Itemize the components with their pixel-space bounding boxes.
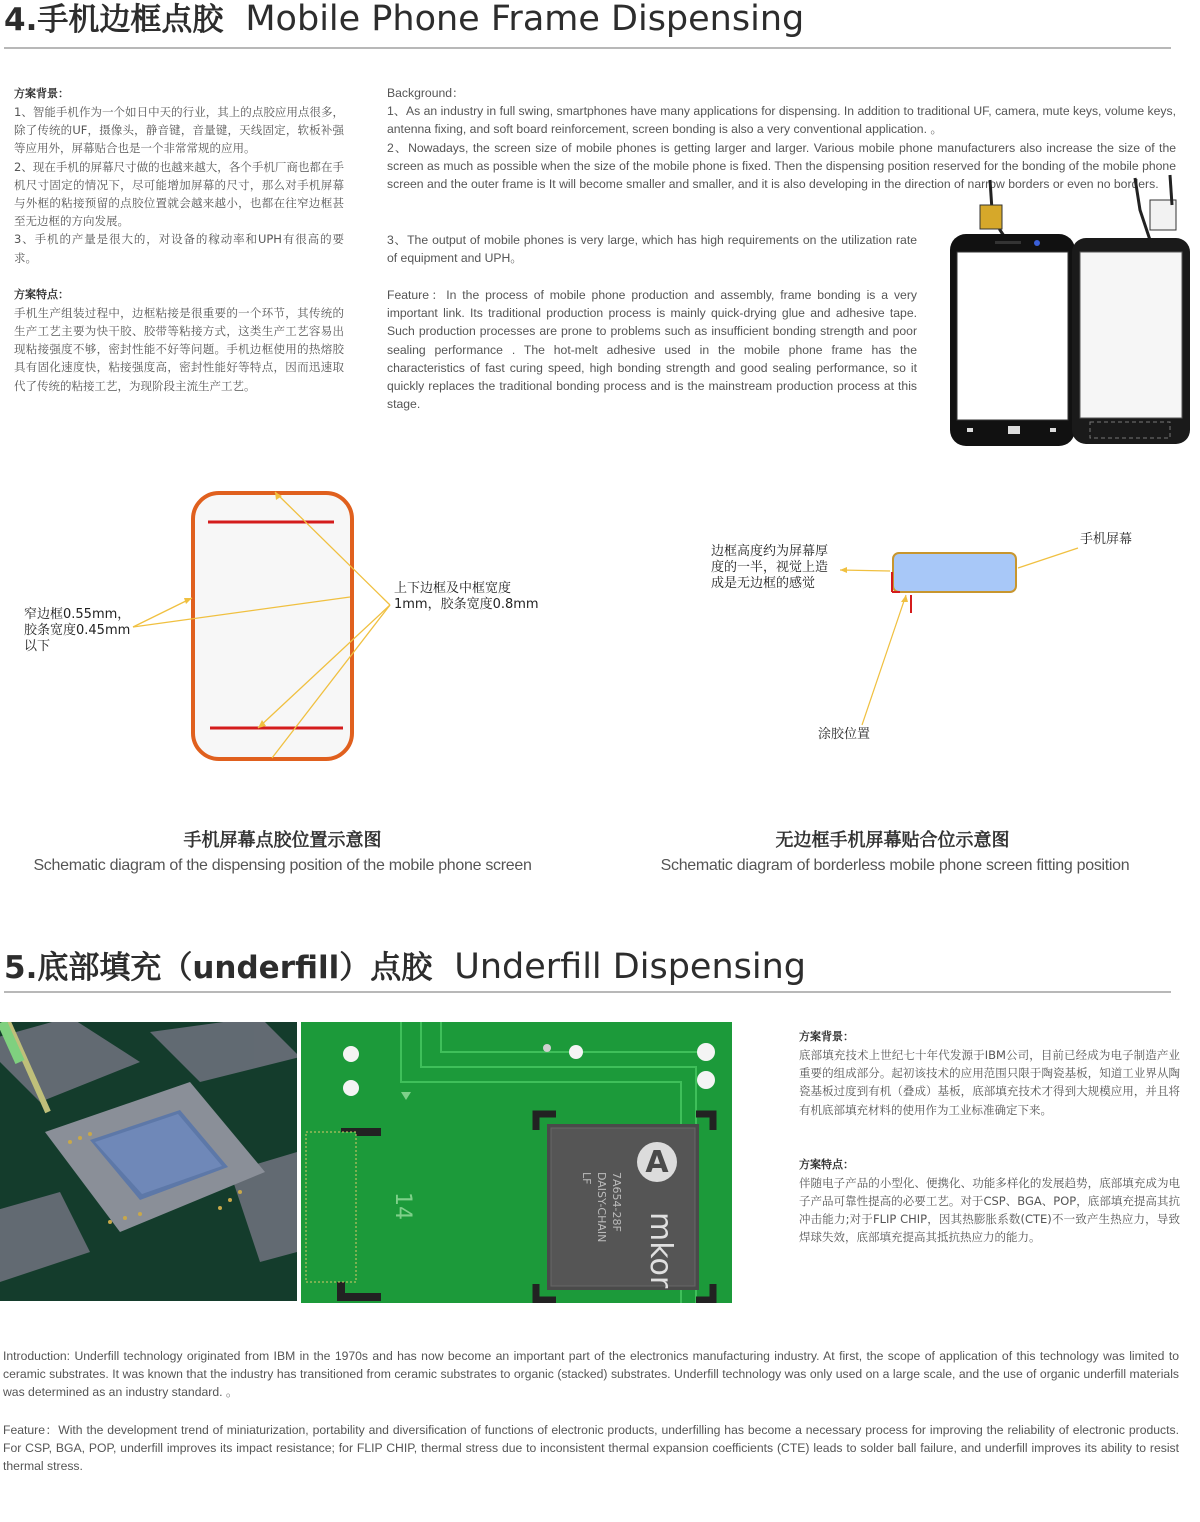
amkor-pcb-photo <box>301 1022 732 1303</box>
chip-text-line3: LF <box>580 1172 593 1185</box>
s5-background-heading: 方案背景： <box>799 1030 854 1043</box>
chip-text-line1: 7A654-28F <box>610 1172 623 1232</box>
diagram1-label-left-3: 以下 <box>24 639 51 654</box>
zh-background-text <box>14 103 344 267</box>
s5-en-introduction: Introduction: Underfill technology originated from IBM in the 1970s and has now become an important part of the electronics manufacturing industry. At first, the scope of application of this technology was limited to ceramic substrates. It was known that the industry has transitioned from ceramic substrates to organic (stacked) substrates. Underfill technology was only used on a large scale, and the use of organic underfill materials was determined as an industry standard. 。 <box>3 1349 1179 1400</box>
section-4-en-background-3: 3、The output of mobile phones is very large, which has high requirements on the utilization rate of equipment and UPH。 <box>387 233 917 266</box>
section-4-en-background-block <box>387 139 1176 194</box>
section-4-en-background-2: 2、Nowadays, the screen size of mobile phones is getting larger and larger. Various mobile phone manufacturers also increase the size of the screen as much as possible when the size of the mobile phone is fixed. Then the dispensing position reserved for the bonding of the mobile phone screen and the outer frame is It will become smaller and smaller, and it is also developing in the direction of narrow borders or even no borders. <box>387 141 1176 192</box>
section-5-title-zh: 5.底部填充（underfill）点胶 <box>4 950 433 986</box>
section-5-divider <box>4 991 1171 993</box>
diagram1-title-en: Schematic diagram of the dispensing position of the mobile phone screen <box>33 857 532 874</box>
diagram1-label-right-2: 1mm，胶条宽度0.8mm <box>394 597 539 612</box>
s5-feature-heading: 方案特点： <box>799 1157 854 1171</box>
diagram2-label-frame-1: 边框高度约为屏幕厚 <box>711 544 829 559</box>
zh-background-item-1: 1、智能手机作为一个如日中天的行业，其上的点胶应用点很多，除了传统的UF，摄像头，静音键，音量键，天线固定，软板补强等应用外，屏幕贴合也是一个非常常规的应用。 <box>14 105 344 156</box>
section-5-title-en: Underfill Dispensing <box>454 947 806 987</box>
board-silkscreen-number: 14 <box>390 1192 415 1220</box>
bga-solder-pad-array <box>306 1132 356 1282</box>
section-4-divider <box>4 47 1171 49</box>
diagram2-label-glue: 涂胶位置 <box>818 727 871 742</box>
chip-brand-text: mkor <box>643 1212 678 1289</box>
diagram1-label-left-2: 胶条宽度0.45mm <box>24 623 131 638</box>
phone-touch-panels-image <box>940 170 1195 455</box>
diagram2-label-frame-height <box>711 544 828 592</box>
screen-block <box>893 553 1016 592</box>
zh-feature-text: 手机生产组装过程中，边框粘接是很重要的一个环节，其传统的生产工艺主要为快干胶、胶带等粘接方式，这类生产工艺容易出现粘接强度不够，密封性能不好等问题。手机边框使用的热熔胶具有固化速度快，粘接强度高，密封性能好等特点，因而迅速取代了传统的粘接工艺，为现阶段主流生产工艺。 <box>14 305 344 393</box>
zh-feature-heading: 方案特点： <box>14 287 69 301</box>
diagram2-title-zh: 无边框手机屏幕贴合位示意图 <box>775 830 1010 851</box>
diagram2-label-frame-2: 度的一半，视觉上造 <box>711 560 829 575</box>
section-4-title-zh: 4.手机边框点胶 <box>4 2 224 38</box>
diagram1-label-frame-width <box>394 581 539 613</box>
diagram1-title-zh: 手机屏幕点胶位置示意图 <box>183 830 382 851</box>
section-4-en-background-label: Background： <box>387 86 465 100</box>
svg-text:A: A <box>645 1145 669 1180</box>
phone-outline <box>193 493 352 759</box>
section-4-title <box>4 0 804 39</box>
s5-background-text: 底部填充技术上世纪七十年代发源于IBM公司，目前已经成为电子制造产业重要的组成部分。起初该技术的应用范围只限于陶瓷基板，知道工业界从陶瓷基板过度到有机（叠成）基板，底部填充技术才得到大规模应用，并且将有机底部填充材料的使用作为工业标准确定下来。 <box>799 1048 1180 1117</box>
s5-en-feature: Feature：With the development trend of miniaturization, portability and diversification of functions of electronic products, underfilling has become a necessary process for improving the reliability of electronic products. For CSP, BGA, POP, underfill improves its impact resistance; for FLIP CHIP, thermal stress due to inconsistent thermal expansion coefficients (CTE) leads to solder ball failure, and underfill improves its ability to resist thermal stress. <box>3 1423 1179 1474</box>
section-4-zh-column <box>14 85 344 395</box>
section-4-title-en: Mobile Phone Frame Dispensing <box>245 0 805 39</box>
diagram1-label-narrow-frame <box>24 607 130 655</box>
chip-text-line2: DAISY-CHAIN <box>595 1172 608 1243</box>
diagram2-title-en: Schematic diagram of borderless mobile phone screen fitting position <box>660 857 1130 874</box>
underfill-board-photo <box>0 1022 297 1301</box>
section-5-title <box>4 942 806 987</box>
section-5-zh-column <box>799 1028 1180 1247</box>
zh-background-item-3: 3、手机的产量是很大的，对设备的稼动率和UPH有很高的要求。 <box>14 232 344 265</box>
diagram2-label-screen: 手机屏幕 <box>1080 532 1133 547</box>
s5-feature-text: 伴随电子产品的小型化、便携化、功能多样化的发展趋势，底部填充成为电子产品可靠性提高的必要工艺。对于CSP、BGA、POP，底部填充提高其抗冲击能力;对于FLIP CHIP，因其热膨胀系数(CTE)不一致产生热应力，导致焊球失效，底部填充提高其抵抗热应力的能力。 <box>799 1175 1180 1245</box>
section-4-en-feature: Feature：In the process of mobile phone production and assembly, frame bonding is a very important link. Its traditional production process is mainly quick-drying glue and adhesive tape. Such production processes are prone to problems such as insufficient bonding strength and poor sealing performance . The hot-melt adhesive used in the mobile phone frame has the characteristics of fast curing speed, high bonding strength and good sealing performance, so it quickly replaces the traditional bonding process and is the mainstream production process at this stage. <box>387 288 917 412</box>
diagram2-label-frame-3: 成是无边框的感觉 <box>711 576 816 591</box>
diagram1-label-left-1: 窄边框0.55mm， <box>24 607 131 622</box>
diagram1-label-right-1: 上下边框及中框宽度 <box>394 581 512 596</box>
zh-background-item-2: 2、现在手机的屏幕尺寸做的也越来越大，各个手机厂商也都在手机尺寸固定的情况下，尽可能增加屏幕的尺寸，那么对手机屏幕与外框的粘接预留的点胶位置就会越来越小，也都在往窄边框甚至无边框的方向发展。 <box>14 159 344 229</box>
section-4-en-background-1: 1、As an industry in full swing, smartphones have many applications for dispensing. In addition to traditional UF, camera, mute keys, volume keys, antenna fixing, and soft board reinforcement, screen bonding is also a very conventional application. 。 <box>387 104 1176 137</box>
zh-background-heading: 方案背景： <box>14 87 69 100</box>
